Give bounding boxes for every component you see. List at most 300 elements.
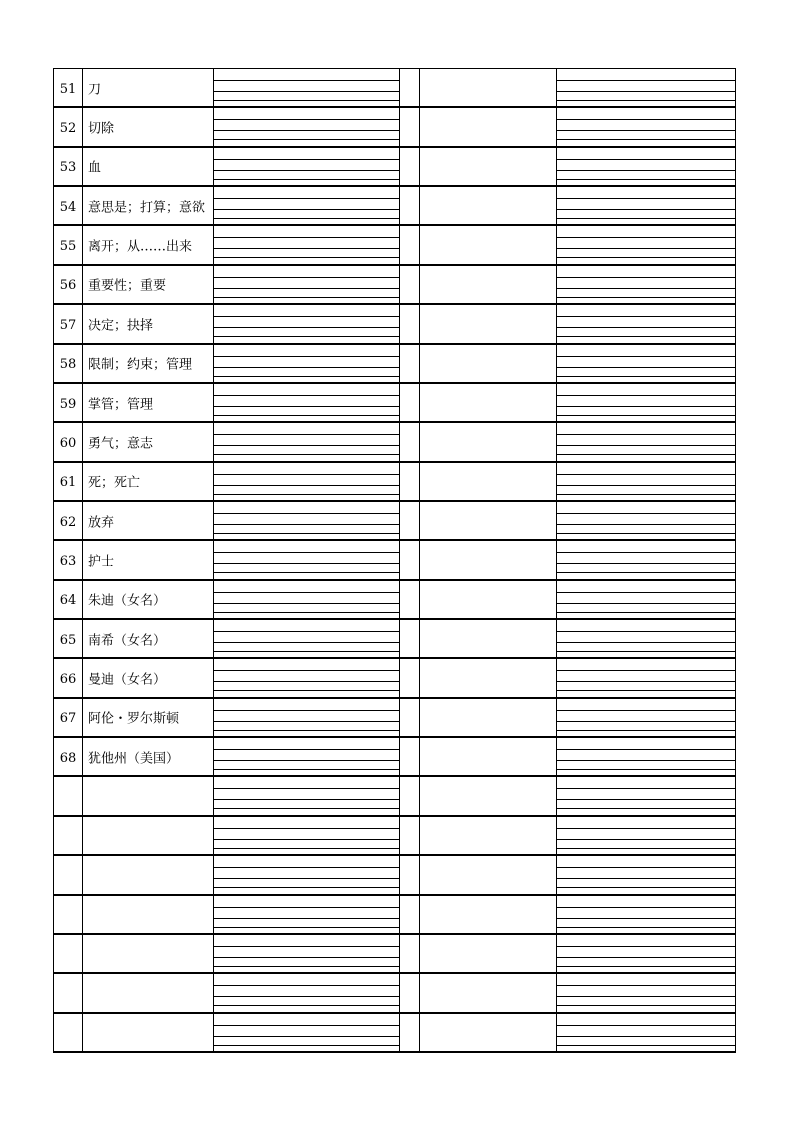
writing-line — [214, 454, 399, 455]
blank-answer-cell[interactable] — [419, 148, 556, 185]
writing-line — [557, 100, 735, 101]
writing-line — [214, 887, 399, 888]
writing-cell-practice[interactable] — [556, 738, 736, 775]
narrow-blank-cell[interactable] — [399, 817, 419, 854]
table-row — [53, 620, 736, 659]
narrow-blank-cell[interactable] — [399, 305, 419, 342]
writing-line — [214, 1045, 399, 1046]
blank-answer-cell[interactable] — [419, 935, 556, 972]
blank-answer-cell[interactable] — [419, 69, 556, 106]
writing-line — [214, 327, 399, 328]
narrow-blank-cell[interactable] — [399, 502, 419, 539]
writing-cell-english[interactable] — [213, 423, 399, 460]
writing-line — [214, 996, 399, 997]
writing-line — [557, 867, 735, 868]
vocabulary-worksheet-table — [53, 68, 736, 1052]
meaning-cell — [82, 974, 213, 1011]
table-row — [53, 266, 736, 305]
writing-line — [557, 119, 735, 120]
table-row — [53, 738, 736, 777]
blank-answer-cell[interactable] — [419, 502, 556, 539]
narrow-blank-cell[interactable] — [399, 541, 419, 578]
writing-line — [557, 918, 735, 919]
writing-cell-practice[interactable] — [556, 777, 736, 814]
writing-line — [557, 198, 735, 199]
writing-cell-english[interactable] — [213, 777, 399, 814]
writing-line — [557, 327, 735, 328]
number-cell — [53, 69, 82, 106]
writing-line — [214, 710, 399, 711]
writing-cell-practice[interactable] — [556, 187, 736, 224]
narrow-blank-cell[interactable] — [399, 148, 419, 185]
writing-line — [214, 769, 399, 770]
writing-cell-english[interactable] — [213, 974, 399, 1011]
writing-line — [214, 100, 399, 101]
narrow-blank-cell[interactable] — [399, 581, 419, 618]
writing-cell-english[interactable] — [213, 699, 399, 736]
writing-cell-practice[interactable] — [556, 974, 736, 1011]
number-cell — [53, 699, 82, 736]
table-row — [53, 187, 736, 226]
writing-cell-practice[interactable] — [556, 384, 736, 421]
writing-line — [214, 297, 399, 298]
writing-cell-english[interactable] — [213, 659, 399, 696]
writing-cell-practice[interactable] — [556, 699, 736, 736]
writing-line — [214, 867, 399, 868]
blank-answer-cell[interactable] — [419, 423, 556, 460]
meaning-cell — [82, 699, 213, 736]
table-row — [53, 896, 736, 935]
writing-line — [557, 592, 735, 593]
item-number: 67 — [59, 711, 77, 727]
number-cell — [53, 856, 82, 893]
writing-cell-practice[interactable] — [556, 69, 736, 106]
writing-line — [214, 257, 399, 258]
item-number: 51 — [59, 81, 77, 97]
writing-cell-practice[interactable] — [556, 620, 736, 657]
writing-line — [214, 336, 399, 337]
narrow-blank-cell[interactable] — [399, 738, 419, 775]
item-number: 53 — [59, 160, 77, 176]
blank-answer-cell[interactable] — [419, 659, 556, 696]
writing-line — [214, 946, 399, 947]
writing-line — [557, 277, 735, 278]
writing-line — [214, 848, 399, 849]
writing-line — [557, 878, 735, 879]
writing-cell-practice[interactable] — [556, 423, 736, 460]
table-row — [53, 777, 736, 816]
writing-line — [214, 209, 399, 210]
writing-line — [557, 572, 735, 573]
narrow-blank-cell[interactable] — [399, 699, 419, 736]
narrow-blank-cell[interactable] — [399, 974, 419, 1011]
narrow-blank-cell[interactable] — [399, 620, 419, 657]
writing-line — [557, 139, 735, 140]
writing-line — [214, 533, 399, 534]
number-cell — [53, 108, 82, 145]
writing-line — [214, 406, 399, 407]
writing-line — [557, 985, 735, 986]
item-number: 64 — [59, 593, 77, 609]
number-cell — [53, 896, 82, 933]
narrow-blank-cell[interactable] — [399, 266, 419, 303]
chinese-meaning: 朱迪（女名） — [88, 593, 167, 609]
writing-line — [214, 170, 399, 171]
writing-line — [557, 376, 735, 377]
item-number: 65 — [59, 632, 77, 648]
writing-line — [557, 367, 735, 368]
writing-line — [557, 454, 735, 455]
writing-line — [214, 248, 399, 249]
writing-line — [214, 415, 399, 416]
writing-line — [557, 485, 735, 486]
chinese-meaning: 决定；抉择 — [88, 318, 154, 334]
meaning-cell — [82, 1014, 213, 1051]
item-number: 63 — [59, 553, 77, 569]
chinese-meaning: 离开；从……出来 — [88, 239, 193, 255]
writing-line — [557, 170, 735, 171]
number-cell — [53, 187, 82, 224]
writing-line — [557, 710, 735, 711]
meaning-cell — [82, 266, 213, 303]
writing-line — [214, 316, 399, 317]
writing-cell-english[interactable] — [213, 108, 399, 145]
writing-line — [214, 237, 399, 238]
writing-cell-english[interactable] — [213, 502, 399, 539]
writing-line — [214, 395, 399, 396]
writing-cell-english[interactable] — [213, 345, 399, 382]
writing-line — [214, 563, 399, 564]
writing-line — [214, 513, 399, 514]
chinese-meaning: 死；死亡 — [88, 475, 141, 491]
blank-answer-cell[interactable] — [419, 974, 556, 1011]
narrow-blank-cell[interactable] — [399, 423, 419, 460]
writing-line — [557, 1005, 735, 1006]
narrow-blank-cell[interactable] — [399, 1014, 419, 1051]
writing-line — [214, 288, 399, 289]
writing-cell-english[interactable] — [213, 817, 399, 854]
writing-cell-english[interactable] — [213, 148, 399, 185]
narrow-blank-cell[interactable] — [399, 108, 419, 145]
writing-cell-english[interactable] — [213, 69, 399, 106]
writing-line — [214, 218, 399, 219]
table-row — [53, 541, 736, 580]
item-number: 54 — [59, 199, 77, 215]
number-cell — [53, 1014, 82, 1051]
writing-line — [214, 130, 399, 131]
writing-cell-english[interactable] — [213, 226, 399, 263]
writing-cell-english[interactable] — [213, 1014, 399, 1051]
chinese-meaning: 阿伦・罗尔斯顿 — [88, 711, 180, 727]
writing-line — [214, 828, 399, 829]
blank-answer-cell[interactable] — [419, 266, 556, 303]
writing-line — [557, 907, 735, 908]
chinese-meaning: 掌管；管理 — [88, 397, 154, 413]
table-row — [53, 463, 736, 502]
number-cell — [53, 581, 82, 618]
writing-cell-practice[interactable] — [556, 226, 736, 263]
writing-line — [557, 209, 735, 210]
chinese-meaning: 曼迪（女名） — [88, 672, 167, 688]
number-cell — [53, 777, 82, 814]
writing-line — [214, 592, 399, 593]
writing-line — [214, 651, 399, 652]
table-row — [53, 305, 736, 344]
number-cell — [53, 148, 82, 185]
writing-line — [214, 1025, 399, 1026]
narrow-blank-cell[interactable] — [399, 659, 419, 696]
writing-line — [557, 996, 735, 997]
meaning-cell — [82, 581, 213, 618]
chinese-meaning: 刀 — [88, 82, 102, 98]
writing-line — [557, 130, 735, 131]
writing-line — [214, 474, 399, 475]
item-number: 60 — [59, 435, 77, 451]
number-cell — [53, 502, 82, 539]
chinese-meaning: 南希（女名） — [88, 633, 167, 649]
table-row — [53, 69, 736, 108]
meaning-cell — [82, 935, 213, 972]
table-row — [53, 226, 736, 265]
meaning-cell — [82, 345, 213, 382]
writing-line — [557, 356, 735, 357]
number-cell — [53, 738, 82, 775]
blank-answer-cell[interactable] — [419, 699, 556, 736]
narrow-blank-cell[interactable] — [399, 226, 419, 263]
writing-line — [214, 524, 399, 525]
chinese-meaning: 勇气；意志 — [88, 436, 154, 452]
meaning-cell — [82, 226, 213, 263]
writing-cell-english[interactable] — [213, 856, 399, 893]
writing-line — [214, 642, 399, 643]
writing-line — [214, 612, 399, 613]
writing-line — [214, 839, 399, 840]
writing-line — [214, 277, 399, 278]
writing-line — [214, 749, 399, 750]
writing-cell-english[interactable] — [213, 187, 399, 224]
writing-line — [557, 297, 735, 298]
item-number: 59 — [59, 396, 77, 412]
blank-answer-cell[interactable] — [419, 345, 556, 382]
writing-line — [557, 946, 735, 947]
table-row — [53, 817, 736, 856]
writing-cell-english[interactable] — [213, 935, 399, 972]
blank-answer-cell[interactable] — [419, 108, 556, 145]
table-row — [53, 108, 736, 147]
writing-line — [557, 721, 735, 722]
writing-cell-english[interactable] — [213, 581, 399, 618]
writing-line — [557, 406, 735, 407]
chinese-meaning: 限制；约束；管理 — [88, 357, 193, 373]
writing-cell-practice[interactable] — [556, 935, 736, 972]
writing-line — [557, 179, 735, 180]
narrow-blank-cell[interactable] — [399, 935, 419, 972]
item-number: 52 — [59, 121, 77, 137]
writing-line — [557, 769, 735, 770]
writing-line — [557, 80, 735, 81]
blank-answer-cell[interactable] — [419, 581, 556, 618]
writing-line — [214, 760, 399, 761]
writing-cell-practice[interactable] — [556, 502, 736, 539]
writing-line — [557, 434, 735, 435]
writing-line — [557, 513, 735, 514]
writing-line — [214, 552, 399, 553]
meaning-cell — [82, 541, 213, 578]
writing-cell-practice[interactable] — [556, 817, 736, 854]
writing-line — [557, 445, 735, 446]
writing-line — [557, 218, 735, 219]
writing-cell-practice[interactable] — [556, 108, 736, 145]
writing-line — [214, 572, 399, 573]
blank-answer-cell[interactable] — [419, 777, 556, 814]
writing-cell-practice[interactable] — [556, 896, 736, 933]
blank-answer-cell[interactable] — [419, 541, 556, 578]
writing-line — [214, 1036, 399, 1037]
number-cell — [53, 305, 82, 342]
blank-answer-cell[interactable] — [419, 620, 556, 657]
writing-line — [557, 642, 735, 643]
writing-line — [214, 1005, 399, 1006]
table-row — [53, 974, 736, 1013]
writing-line — [214, 80, 399, 81]
meaning-cell — [82, 777, 213, 814]
writing-cell-practice[interactable] — [556, 541, 736, 578]
table-row — [53, 699, 736, 738]
writing-line — [214, 907, 399, 908]
writing-line — [557, 681, 735, 682]
writing-line — [557, 563, 735, 564]
writing-line — [557, 1036, 735, 1037]
writing-line — [557, 966, 735, 967]
writing-cell-practice[interactable] — [556, 266, 736, 303]
writing-cell-practice[interactable] — [556, 345, 736, 382]
narrow-blank-cell[interactable] — [399, 856, 419, 893]
table-row — [53, 502, 736, 541]
writing-cell-practice[interactable] — [556, 1014, 736, 1051]
meaning-cell — [82, 502, 213, 539]
narrow-blank-cell[interactable] — [399, 345, 419, 382]
table-row — [53, 423, 736, 462]
writing-line — [557, 957, 735, 958]
writing-line — [214, 918, 399, 919]
writing-line — [557, 749, 735, 750]
blank-answer-cell[interactable] — [419, 305, 556, 342]
writing-cell-practice[interactable] — [556, 581, 736, 618]
chinese-meaning: 放弃 — [88, 515, 115, 531]
writing-cell-practice[interactable] — [556, 148, 736, 185]
writing-line — [557, 690, 735, 691]
meaning-cell — [82, 620, 213, 657]
item-number: 56 — [59, 278, 77, 294]
blank-answer-cell[interactable] — [419, 1014, 556, 1051]
meaning-cell — [82, 817, 213, 854]
narrow-blank-cell[interactable] — [399, 777, 419, 814]
writing-cell-english[interactable] — [213, 266, 399, 303]
writing-line — [214, 966, 399, 967]
narrow-blank-cell[interactable] — [399, 896, 419, 933]
writing-line — [557, 474, 735, 475]
writing-cell-english[interactable] — [213, 896, 399, 933]
number-cell — [53, 620, 82, 657]
writing-line — [214, 681, 399, 682]
number-cell — [53, 266, 82, 303]
blank-answer-cell[interactable] — [419, 384, 556, 421]
chinese-meaning: 切除 — [88, 121, 115, 137]
number-cell — [53, 541, 82, 578]
blank-answer-cell[interactable] — [419, 817, 556, 854]
writing-line — [557, 237, 735, 238]
writing-line — [214, 485, 399, 486]
number-cell — [53, 423, 82, 460]
writing-cell-english[interactable] — [213, 463, 399, 500]
number-cell — [53, 974, 82, 1011]
writing-line — [214, 356, 399, 357]
number-cell — [53, 384, 82, 421]
writing-line — [214, 445, 399, 446]
meaning-cell — [82, 148, 213, 185]
blank-answer-cell[interactable] — [419, 226, 556, 263]
item-number: 62 — [59, 514, 77, 530]
blank-answer-cell[interactable] — [419, 463, 556, 500]
writing-line — [557, 828, 735, 829]
writing-line — [214, 434, 399, 435]
writing-cell-english[interactable] — [213, 541, 399, 578]
writing-line — [214, 927, 399, 928]
writing-cell-english[interactable] — [213, 305, 399, 342]
writing-line — [557, 91, 735, 92]
chinese-meaning: 意思是；打算；意欲 — [88, 200, 206, 216]
blank-answer-cell[interactable] — [419, 738, 556, 775]
writing-cell-practice[interactable] — [556, 463, 736, 500]
writing-line — [557, 159, 735, 160]
writing-line — [557, 730, 735, 731]
writing-cell-english[interactable] — [213, 620, 399, 657]
writing-line — [214, 788, 399, 789]
writing-cell-practice[interactable] — [556, 305, 736, 342]
writing-line — [557, 808, 735, 809]
item-number: 68 — [59, 750, 77, 766]
writing-cell-practice[interactable] — [556, 856, 736, 893]
blank-answer-cell[interactable] — [419, 187, 556, 224]
blank-answer-cell[interactable] — [419, 856, 556, 893]
meaning-cell — [82, 305, 213, 342]
writing-line — [214, 159, 399, 160]
narrow-blank-cell[interactable] — [399, 187, 419, 224]
writing-cell-practice[interactable] — [556, 659, 736, 696]
meaning-cell — [82, 187, 213, 224]
number-cell — [53, 463, 82, 500]
writing-line — [557, 552, 735, 553]
writing-line — [557, 288, 735, 289]
writing-line — [214, 808, 399, 809]
chinese-meaning: 护士 — [88, 554, 115, 570]
narrow-blank-cell[interactable] — [399, 463, 419, 500]
table-row — [53, 148, 736, 187]
narrow-blank-cell[interactable] — [399, 384, 419, 421]
table-row — [53, 384, 736, 423]
writing-cell-english[interactable] — [213, 384, 399, 421]
writing-line — [557, 887, 735, 888]
blank-answer-cell[interactable] — [419, 896, 556, 933]
writing-line — [214, 91, 399, 92]
writing-line — [214, 730, 399, 731]
meaning-cell — [82, 108, 213, 145]
number-cell — [53, 226, 82, 263]
writing-line — [214, 878, 399, 879]
narrow-blank-cell[interactable] — [399, 69, 419, 106]
writing-line — [557, 760, 735, 761]
writing-cell-english[interactable] — [213, 738, 399, 775]
